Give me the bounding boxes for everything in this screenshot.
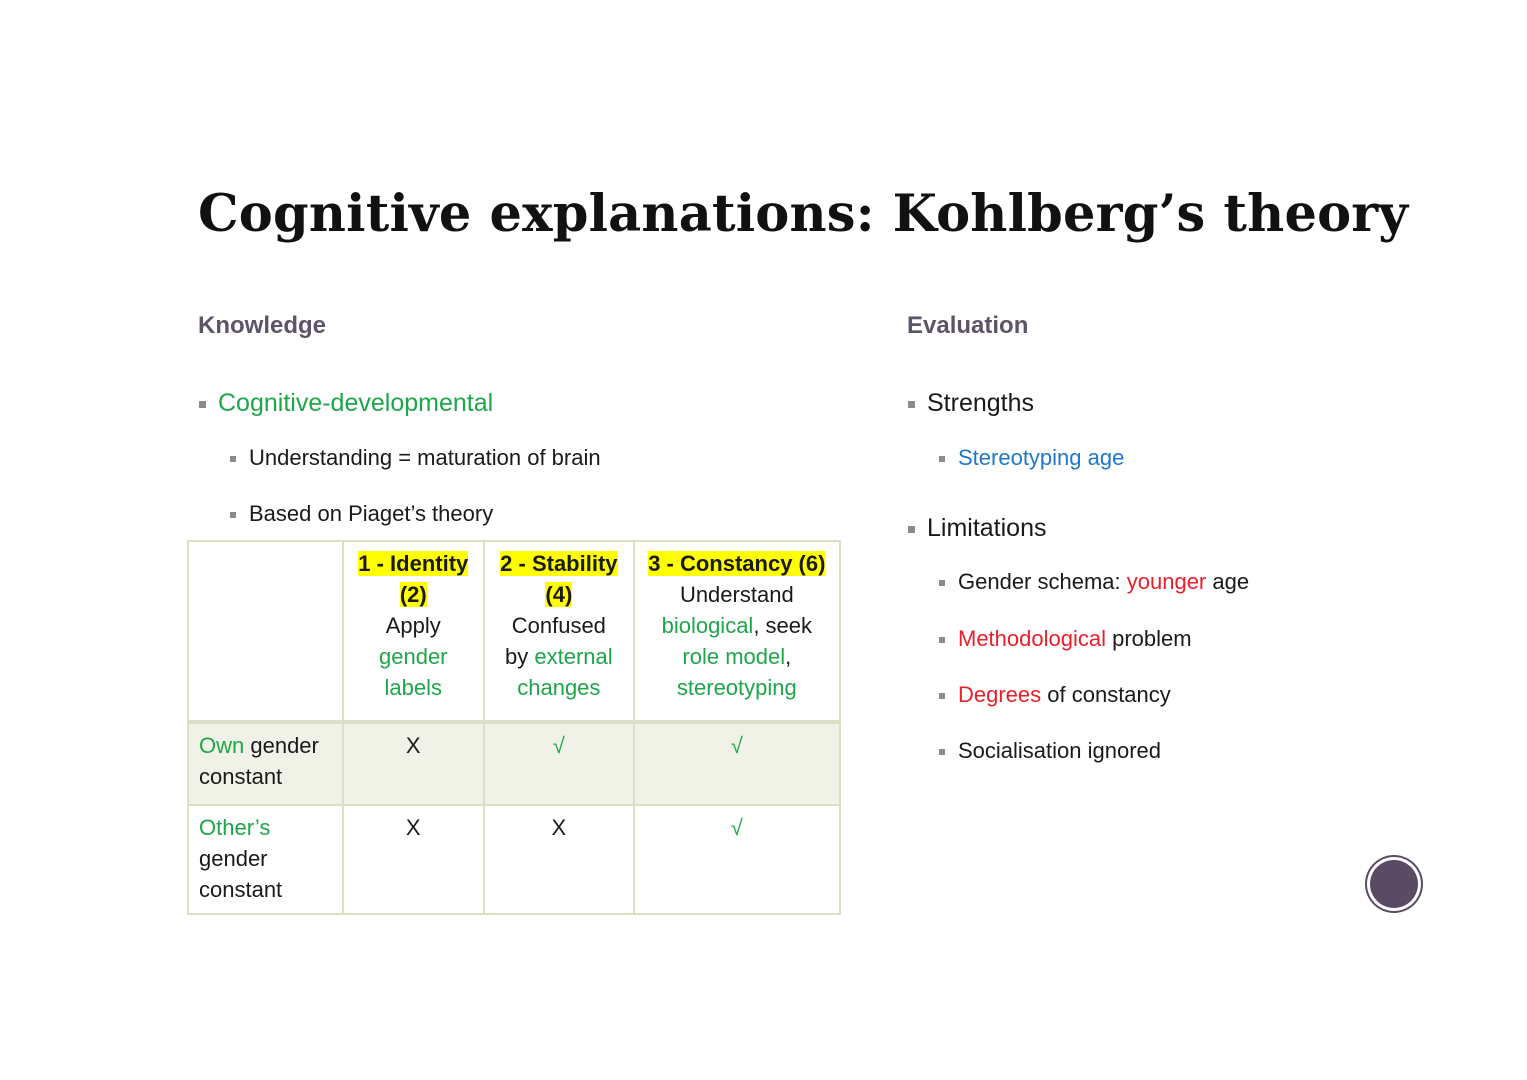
bullet-limitations [908,513,1047,543]
bullet-square-icon [939,637,945,643]
bullet-square-icon [230,456,236,462]
bullet-square-icon [908,526,915,533]
stage-desc: gender [379,644,448,669]
knowledge-heading: Knowledge [198,312,327,339]
sub-bullet-degrees: Degrees of constancy [939,682,1171,708]
stage-identity-cell [343,541,485,722]
row-label: Own gender constant [188,722,343,805]
stage-desc: role model, [682,644,792,669]
bullet-square-icon [939,693,945,699]
stage-desc: Apply [385,613,441,638]
bullet-square-icon [199,401,206,408]
table-cell: X [343,805,485,914]
stage-desc: stereotyping [676,675,797,700]
stage-desc: biological, seek [661,613,813,638]
bullet-text: Cognitive-developmental [218,389,494,417]
stage-title: 2 - Stability [500,551,618,576]
sub-bullet-methodological: Methodological problem [939,626,1192,652]
stage-constancy-cell [634,541,840,722]
bullet-square-icon [939,580,945,586]
stage-age: (2) [399,582,427,607]
row-label: Other’s gender constant [188,805,343,914]
sub-bullet-piaget [230,501,493,527]
sub-bullet-socialisation: Socialisation ignored [939,738,1161,764]
empty-corner-cell [188,541,343,722]
sub-bullet-stereotyping-age [939,445,1124,471]
bullet-strengths [908,388,1034,418]
bullet-cognitive-developmental [199,388,493,418]
table-cell: √ [634,805,840,914]
table-cell: X [484,805,634,914]
table-row [188,722,840,805]
stages-table [187,540,841,915]
table-cell: √ [484,722,634,805]
bullet-square-icon [939,456,945,462]
stage-desc: labels [384,675,442,700]
bullet-text: Understanding = maturation of brain [249,445,601,470]
bullet-square-icon [908,401,915,408]
table-cell: X [343,722,485,805]
bullet-text: Based on Piaget’s theory [249,501,494,526]
slide-logo-icon [1370,860,1418,908]
stage-desc: Confused [511,613,606,638]
sub-bullet-maturation [230,445,601,471]
stage-title: 1 - Identity [358,551,469,576]
slide-title: Cognitive explanations: Kohlberg’s theory [198,184,1409,244]
stage-desc: Understand [679,582,794,607]
stage-title: 3 - Constancy (6) [648,551,826,576]
bullet-square-icon [230,512,236,518]
bullet-square-icon [939,749,945,755]
stage-desc: changes [517,675,601,700]
table-cell: √ [634,722,840,805]
stage-stability-cell [484,541,634,722]
bullet-text: Limitations [927,514,1047,542]
table-header-row [188,541,840,722]
bullet-text: Stereotyping age [958,445,1125,470]
evaluation-heading: Evaluation [907,312,1029,339]
table-row [188,805,840,914]
stage-age: (4) [545,582,573,607]
bullet-text: Strengths [927,389,1035,417]
stage-desc: by external [505,644,613,669]
sub-bullet-gender-schema: Gender schema: younger age [939,569,1249,595]
